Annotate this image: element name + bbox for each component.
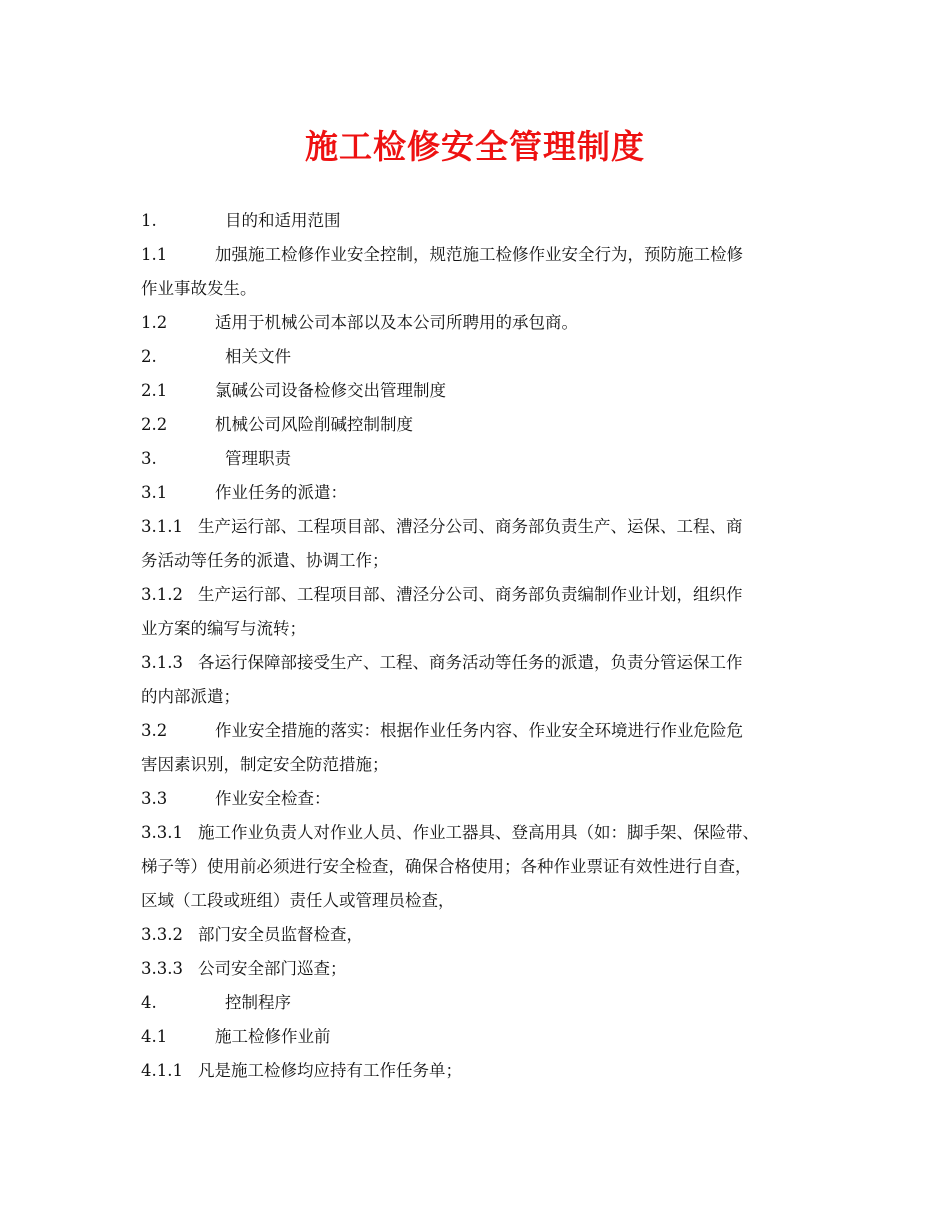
section-text: 控制程序: [225, 993, 291, 1012]
section-item: [141, 204, 821, 238]
section-number: 3.1: [141, 483, 168, 502]
section-text-continuation: 梯子等）使用前必须进行安全检查，确保合格使用；各种作业票证有效性进行自查，: [141, 857, 752, 876]
section-item: [141, 408, 821, 442]
section-item: [141, 714, 821, 748]
section-text: 各运行保障部接受生产、工程、商务活动等任务的派遣，负责分管运保工作: [198, 653, 743, 672]
section-text: 施工检修作业前: [215, 1027, 331, 1046]
section-item: [141, 1054, 821, 1088]
section-number: 3.3.1: [141, 823, 183, 842]
section-number: 3.1.1: [141, 517, 183, 536]
section-number: 3.3.3: [141, 959, 183, 978]
section-item: [141, 340, 821, 374]
section-text-continuation: 害因素识别，制定安全防范措施；: [141, 755, 389, 774]
section-text-continuation: 的内部派遣；: [141, 687, 240, 706]
section-number: 4.1.1: [141, 1061, 183, 1080]
section-number: 1.: [141, 211, 157, 230]
section-item: [141, 442, 821, 476]
section-number: 4.1: [141, 1027, 168, 1046]
section-item: [141, 306, 821, 340]
section-text: 作业安全措施的落实：根据作业任务内容、作业安全环境进行作业危险危: [215, 721, 743, 740]
section-text-continuation: 作业事故发生。: [141, 279, 257, 298]
section-number: 3.1.2: [141, 585, 183, 604]
document-body: [141, 204, 821, 1088]
section-item: [141, 578, 821, 612]
section-text: 作业安全检查：: [215, 789, 331, 808]
section-text: 生产运行部、工程项目部、漕泾分公司、商务部负责生产、运保、工程、商: [198, 517, 743, 536]
section-text: 管理职责: [225, 449, 291, 468]
section-text: 适用于机械公司本部以及本公司所聘用的承包商。: [215, 313, 578, 332]
section-item: [141, 782, 821, 816]
section-text-continuation: 业方案的编写与流转；: [141, 619, 306, 638]
section-item: [141, 646, 821, 680]
section-item: [141, 476, 821, 510]
section-text: 目的和适用范围: [225, 211, 341, 230]
section-text: 凡是施工检修均应持有工作任务单；: [198, 1061, 462, 1080]
section-number: 3.3: [141, 789, 168, 808]
section-number: 2.: [141, 347, 157, 366]
section-text: 机械公司风险削碱控制制度: [215, 415, 413, 434]
section-item: [141, 918, 821, 952]
section-item: [141, 374, 821, 408]
section-item: [141, 816, 821, 850]
section-number: 2.2: [141, 415, 168, 434]
section-number: 3.2: [141, 721, 168, 740]
section-text: 作业任务的派遣：: [215, 483, 347, 502]
section-text-continuation: 务活动等任务的派遣、协调工作；: [141, 551, 389, 570]
section-item: [141, 986, 821, 1020]
section-text: 生产运行部、工程项目部、漕泾分公司、商务部负责编制作业计划，组织作: [198, 585, 743, 604]
section-number: 2.1: [141, 381, 168, 400]
section-text: 加强施工检修作业安全控制，规范施工检修作业安全行为，预防施工检修: [215, 245, 743, 264]
section-item: [141, 510, 821, 544]
section-text: 部门安全员监督检查，: [198, 925, 363, 944]
section-text: 公司安全部门巡查；: [198, 959, 347, 978]
section-number: 4.: [141, 993, 157, 1012]
section-item: [141, 952, 821, 986]
section-number: 3.3.2: [141, 925, 183, 944]
section-text: 相关文件: [225, 347, 291, 366]
section-text: 氯碱公司设备检修交出管理制度: [215, 381, 446, 400]
section-number: 3.1.3: [141, 653, 183, 672]
document-title: 施工检修安全管理制度: [305, 127, 645, 166]
section-text: 施工作业负责人对作业人员、作业工器具、登高用具（如：脚手架、保险带、: [198, 823, 759, 842]
section-number: 1.2: [141, 313, 168, 332]
section-item: [141, 1020, 821, 1054]
section-item: [141, 238, 821, 272]
section-text-continuation: 区域（工段或班组）责任人或管理员检查，: [141, 891, 455, 910]
section-number: 1.1: [141, 245, 168, 264]
section-number: 3.: [141, 449, 157, 468]
